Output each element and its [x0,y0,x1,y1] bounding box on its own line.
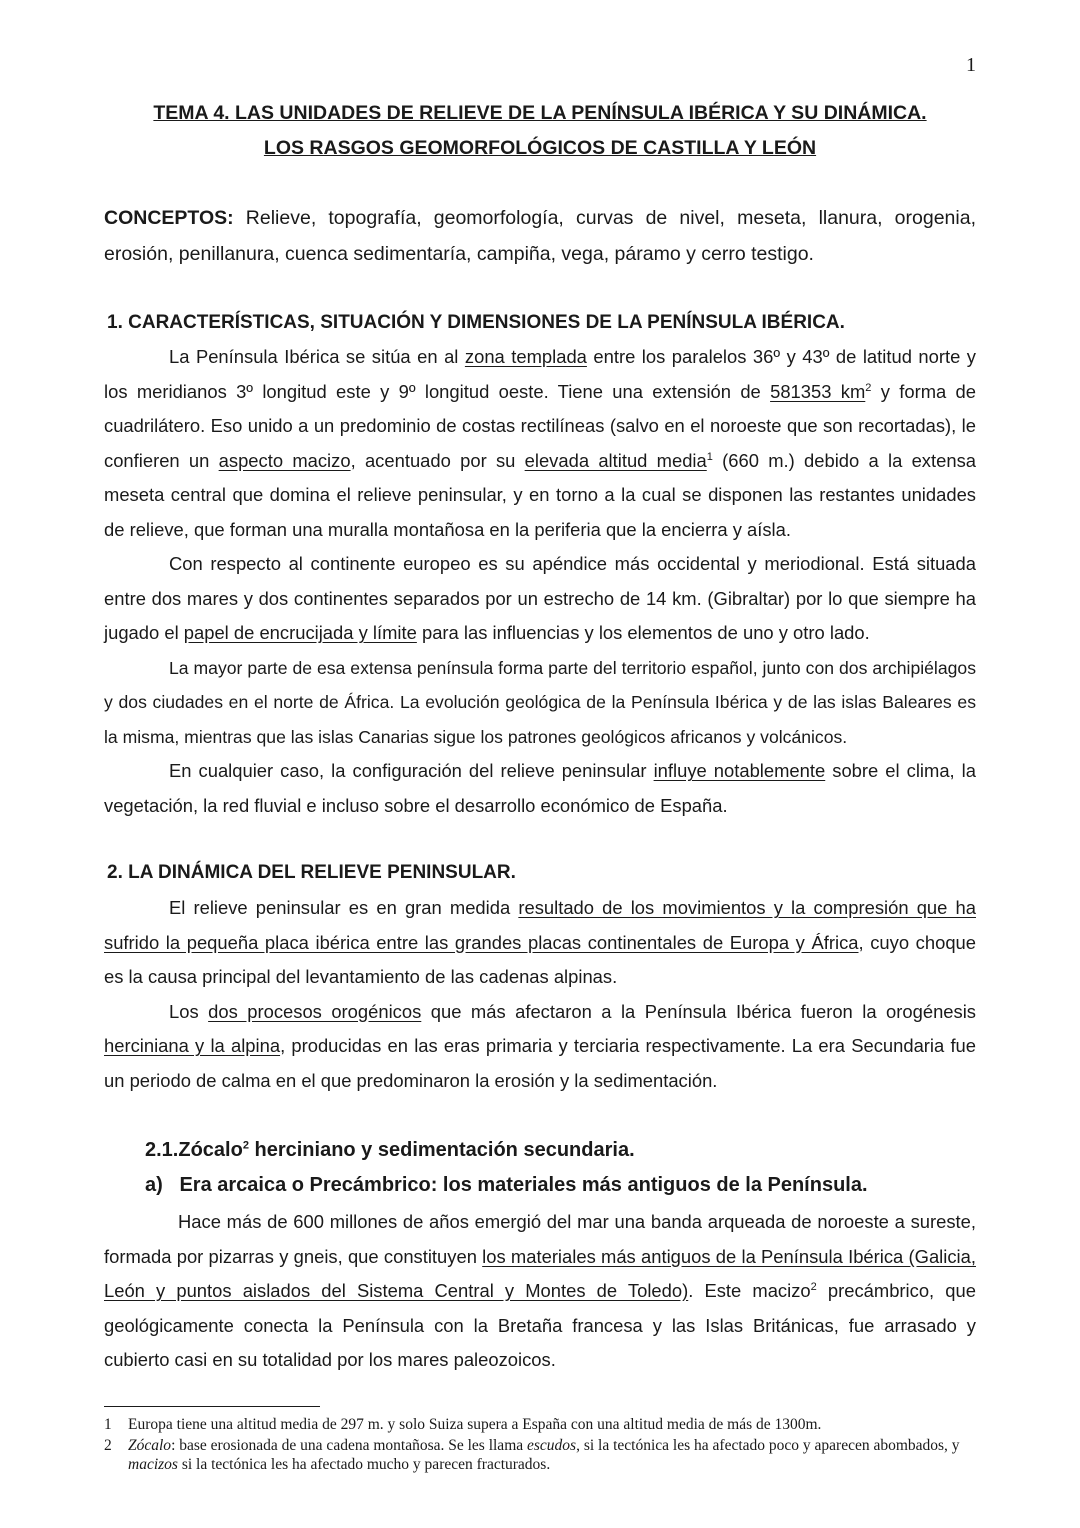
footnote-2: 2 Zócalo: base erosionada de una cadena montañosa. Se les llama escudos, si la tectónica les ha afectado poco y aparecen abombados, y macizos si la tectónica les ha afectado mucho y parecen fracturados. [104,1437,960,1473]
document-title-line-2: LOS RASGOS GEOMORFOLÓGICOS DE CASTILLA Y LEÓN [263,137,817,159]
section-2-paragraph-2: Los dos procesos orogénicos que más afectaron a la Península Ibérica fueron la orogénesis herciniana y la alpina, producidas en las eras primaria y terciaria respectivamente. La era Secundaria fue un periodo de calma en el que predominaron la erosión y la sedimentación. [104,1000,977,1091]
footnote-separator [104,1406,320,1407]
subsection-a-paragraph: Hace más de 600 millones de años emergió del mar una banda arqueada de noroeste a sureste, formada por pizarras y gneis, que constituyen los materiales más antiguos de la Península Ibérica (Galicia, León y puntos aislados del Sistema Central y Montes de Toledo). Este macizo$^2$ precámbrico, que geológicamente conecta la Península con la Bretaña francesa y las Islas Británicas, fue arrasado y cubierto casi en su totalidad por los mares paleozoicos. [104,1211,976,1370]
section-2-heading: 2. LA DINÁMICA DEL RELIEVE PENINSULAR. [107,862,516,883]
page-number: 1 [966,54,976,76]
section-1-heading: 1. CARACTERÍSTICAS, SITUACIÓN Y DIMENSIONES DE LA PENÍNSULA IBÉRICA. [107,312,845,333]
subsection-a-body [104,1205,976,1378]
section-1-paragraph-3: La mayor parte de esa extensa península forma parte del territorio español, junto con dos archipiélagos y dos ciudades en el norte de África. La evolución geológica de la Península Ibérica y de las islas Baleares es la misma, mientras que las islas Canarias sigue los patrones geológicos africanos y volcánicos. [104,657,976,747]
section-2-1-heading: 2.1.Zócalo$^2$ herciniano y sedimentación secundaria. [145,1139,635,1161]
section-2-paragraph-1: El relieve peninsular es en gran medida resultado de los movimientos y la compresión que ha sufrido la pequeña placa ibérica entre las grandes placas continentales de Europa y África, cuyo choque es la causa principal del levantamiento de las cadenas alpinas. [104,897,977,987]
document-title-line-1: TEMA 4. LAS UNIDADES DE RELIEVE DE LA PENÍNSULA IBÉRICA Y SU DINÁMICA. [153,102,927,124]
subsection-a-heading: a) Era arcaica o Precámbrico: los materiales más antiguos de la Península. [145,1174,868,1196]
concepts-text: Relieve, topografía, geomorfología, curvas de nivel, meseta, llanura, orogenia, erosión, penillanura, cuenca sedimentaría, campiña, vega, páramo y cerro testigo. [104,207,976,265]
footnote-1: 1 Europa tiene una altitud media de 297 m. y solo Suiza supera a España con una altitud media de más de 1300m. [104,1416,822,1433]
section-1-paragraph-1: La Península Ibérica se sitúa en al zona templada entre los paralelos 36º y 43º de latitud norte y los meridianos 3º longitud este y 9º longitud oeste. Tiene una extensión de 581353 $km^2$ y forma de cuadrilátero. Eso unido a un predominio de costas rectilíneas (salvo en el noroeste que son recortadas), le confieren un aspecto macizo, acentuado por su elevada altitud media$^1$ (660 m.) debido a la extensa meseta central que domina el relieve peninsular, y en torno a la cual se disponen las restantes unidades de relieve, que forman una muralla montañosa en la periferia que la encierra y aísla. [104,346,977,540]
concepts-label: CONCEPTOS: [104,207,234,229]
concepts-paragraph [104,200,976,272]
section-2-body [104,891,976,1098]
section-1-body [104,340,976,823]
section-1-paragraph-4: En cualquier caso, la configuración del relieve peninsular influye notablemente sobre el clima, la vegetación, la red fluvial e incluso sobre el desarrollo económico de España. [104,760,977,816]
section-1-paragraph-2: Con respecto al continente europeo es su apéndice más occidental y meriodional. Está situada entre dos mares y dos continentes separados por un estrecho de 14 km. (Gibraltar) por lo que siempre ha jugado el papel de encrucijada y límite para las influencias y los elementos de uno y otro lado. [104,553,976,643]
